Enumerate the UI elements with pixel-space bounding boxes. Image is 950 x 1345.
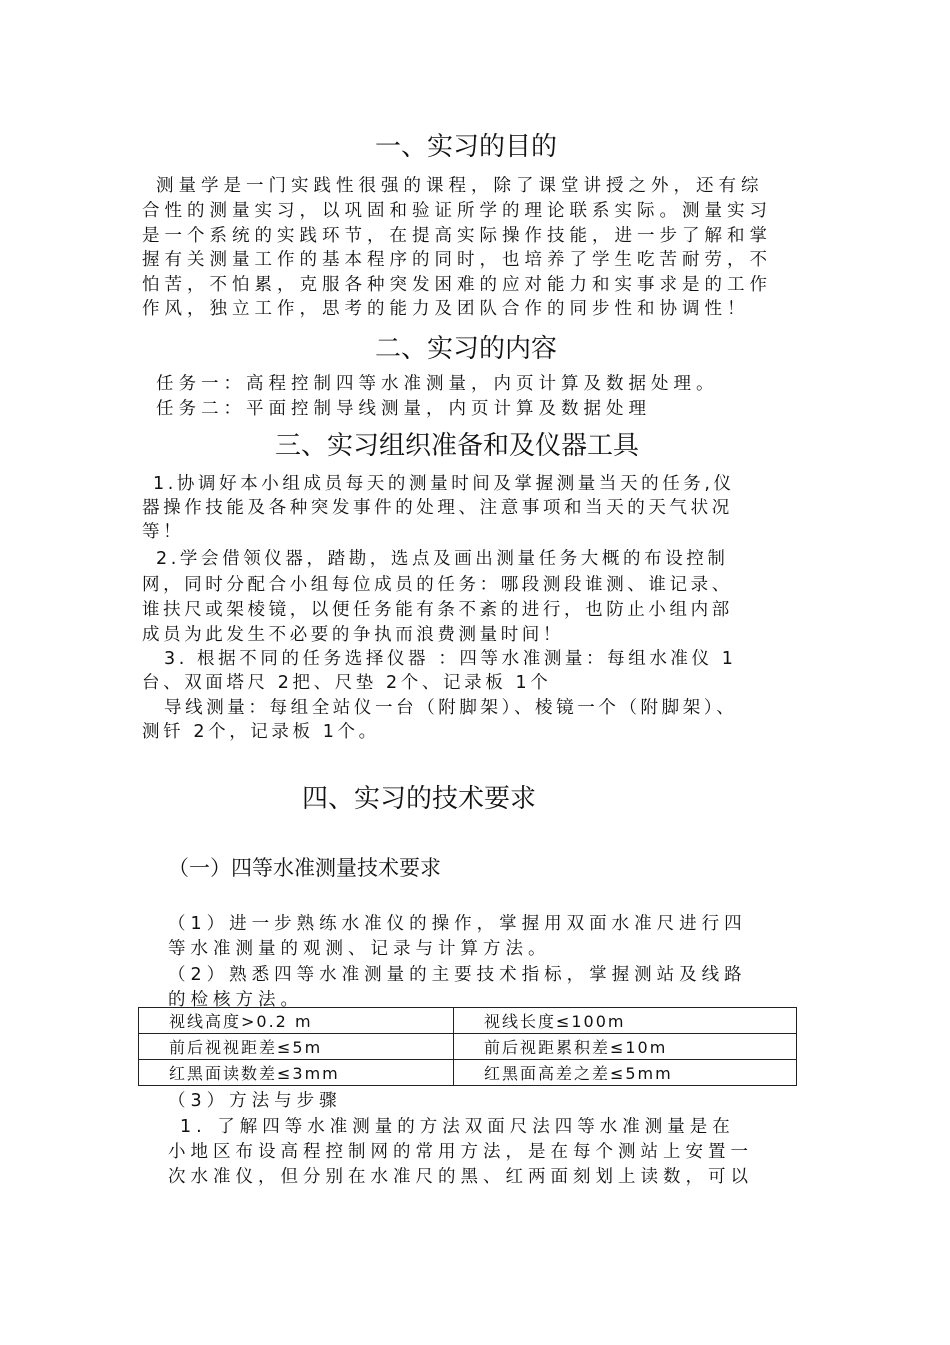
prep-line: 台、双面塔尺 2把、尺垫 2个、记录板 1个	[142, 673, 552, 693]
prep-line: 网，同时分配合小组每位成员的任务：哪段测段谁测、谁记录、	[142, 575, 733, 595]
method-line: 1. 了解四等水准测量的方法双面尺法四等水准测量是在	[180, 1117, 735, 1137]
purpose-line: 测量学是一门实践性很强的课程，除了课堂讲授之外，还有综	[156, 176, 764, 196]
table-cell: 视线长度≤100m	[453, 1008, 796, 1034]
content-line: 任务一：高程控制四等水准测量，内页计算及数据处理。	[156, 374, 719, 394]
req-line: （1）进一步熟练水准仪的操作，掌握用双面水准尺进行四	[168, 914, 747, 934]
table-cell: 前后视视距差≤5m	[139, 1034, 454, 1060]
prep-line: 器操作技能及各种突发事件的处理、注意事项和当天的天气状况	[142, 498, 733, 518]
prep-line: 等！	[142, 522, 185, 542]
table-cell: 红黑面读数差≤3mm	[139, 1060, 454, 1086]
purpose-line: 是一个系统的实践环节，在提高实际操作技能，进一步了解和掌	[142, 226, 772, 246]
table-row	[139, 1060, 797, 1086]
table-cell: 前后视距累积差≤10m	[453, 1034, 796, 1060]
prep-line: 成员为此发生不必要的争执而浪费测量时间！	[142, 625, 564, 645]
table-cell: 红黑面高差之差≤5mm	[453, 1060, 796, 1086]
prep-line: 3. 根据不同的任务选择仪器 ：四等水准测量：每组水准仪 1	[164, 649, 737, 669]
req-line: （2）熟悉四等水准测量的主要技术指标，掌握测站及线路	[168, 965, 747, 985]
tech-spec-table	[138, 1007, 797, 1086]
req-line: 等水准测量的观测、记录与计算方法。	[168, 939, 551, 959]
prep-line: 1.协调好本小组成员每天的测量时间及掌握测量当天的任务,仪	[153, 474, 735, 494]
prep-line: 谁扶尺或架棱镜，以便任务能有条不紊的进行，也防止小组内部	[142, 600, 733, 620]
req-line: 的检核方法。	[168, 990, 303, 1010]
section-title-preparation: 三、实习组织准备和及仪器工具	[275, 431, 640, 461]
purpose-line: 握有关测量工作的基本程序的同时，也培养了学生吃苦耐劳，不	[142, 250, 772, 270]
purpose-line: 作风，独立工作，思考的能力及团队合作的同步性和协调性！	[142, 299, 750, 319]
table-row	[139, 1034, 797, 1060]
prep-line: 导线测量：每组全站仪一台（附脚架）、棱镜一个（附脚架）、	[164, 698, 738, 718]
section-title-requirements: 四、实习的技术要求	[302, 784, 537, 814]
method-line: 小地区布设高程控制网的常用方法，是在每个测站上安置一	[168, 1142, 753, 1162]
purpose-line: 怕苦，不怕累，克服各种突发困难的应对能力和实事求是的工作	[142, 275, 772, 295]
method-line: 次水准仪，但分别在水准尺的黑、红两面刻划上读数，可以	[168, 1167, 753, 1187]
table-cell: 视线高度>0.2 m	[139, 1008, 454, 1034]
section-title-purpose: 一、实习的目的	[375, 132, 558, 162]
content-line: 任务二：平面控制导线测量，内页计算及数据处理	[156, 399, 651, 419]
method-line: （3）方法与步骤	[168, 1091, 342, 1111]
purpose-line: 合性的测量实习，以巩固和验证所学的理论联系实际。测量实习	[142, 201, 772, 221]
table-row	[139, 1008, 797, 1034]
prep-line: 测钎 2个，记录板 1个。	[142, 722, 380, 742]
subsection-title: （一）四等水准测量技术要求	[168, 856, 441, 880]
section-title-content: 二、实习的内容	[375, 334, 558, 364]
prep-line: 2.学会借领仪器，踏勘，选点及画出测量任务大概的布设控制	[156, 549, 729, 569]
